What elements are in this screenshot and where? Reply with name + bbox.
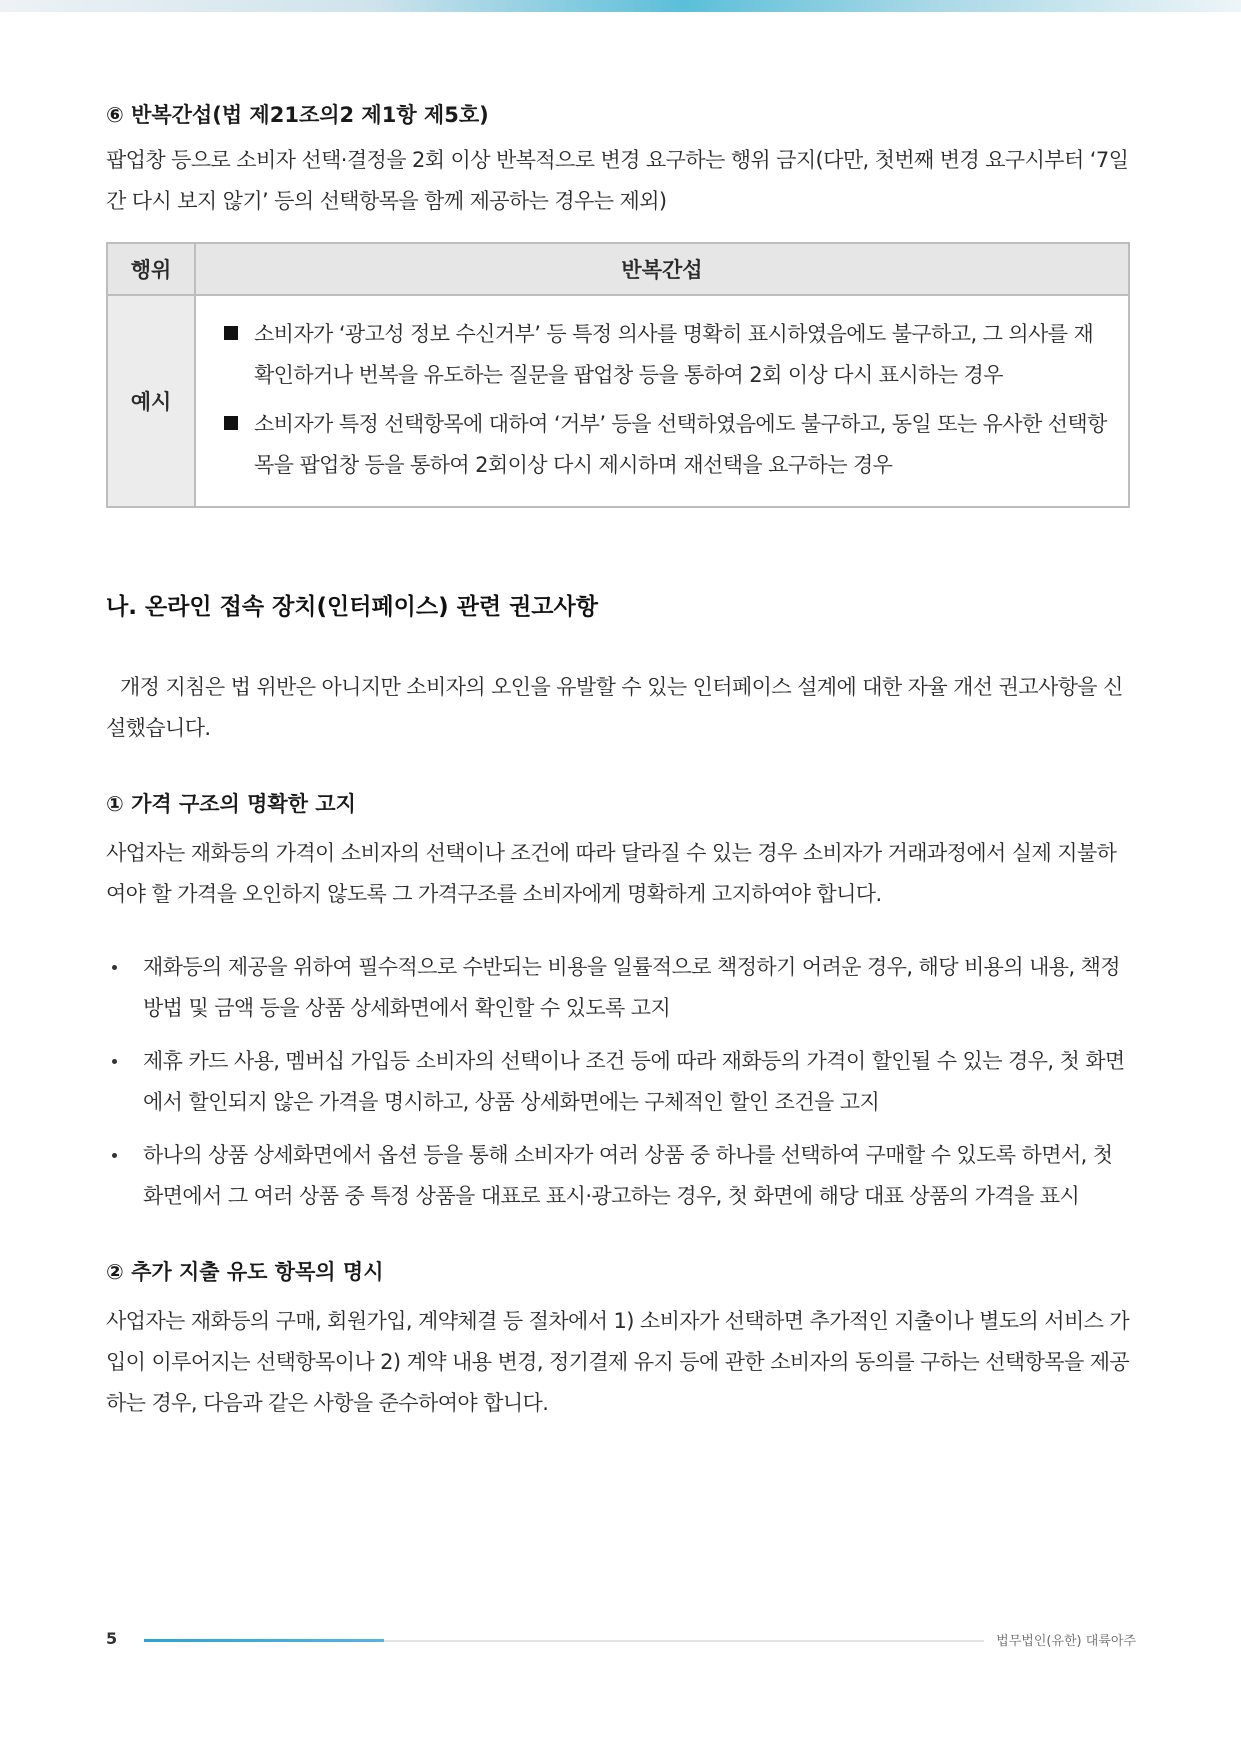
item2-body: 사업자는 재화등의 구매, 회원가입, 계약체결 등 절차에서 1) 소비자가 선택하면 추가적인 지출이나 별도의 서비스 가입이 이루어지는 선택항목이나 2) 계약 내용 변경, 정기결제 유지 등에 관한 소비자의 동의를 구하는 선택항목을 제공하는 경우, 다음과 같은 사항을 준수하여야 합니다.: [106, 1309, 1130, 1415]
table-header-row: [107, 243, 1129, 295]
section6-body: 팝업창 등으로 소비자 선택·결정을 2회 이상 반복적으로 변경 요구하는 행위 금지(다만, 첫번째 변경 요구시부터 ‘7일간 다시 보지 않기’ 등의 선택항목을 함께 제공하는 경우는 제외): [106, 148, 1129, 213]
list-item: [106, 1041, 1130, 1123]
example-cell: [195, 295, 1129, 507]
example-item: [218, 404, 1108, 486]
section6-heading: ⑥ 반복간섭(법 제21조의2 제1항 제5호): [106, 103, 489, 127]
col-header-action: 행위: [107, 243, 195, 295]
page-footer: [106, 1625, 1136, 1655]
list-item: [106, 1135, 1130, 1217]
list-item-text: 재화등의 제공을 위하여 필수적으로 수반되는 비용을 일률적으로 책정하기 어려운 경우, 해당 비용의 내용, 책정 방법 및 금액 등을 상품 상세화면에서 확인할 수 있도록 고지: [143, 955, 1120, 1020]
bullet-dot-icon: [112, 1059, 117, 1064]
section-na-heading: 나. 온라인 접속 장치(인터페이스) 관련 권고사항: [106, 594, 598, 620]
repeated-interference-table: [106, 242, 1130, 508]
item1-bullet-list: [106, 947, 1130, 1217]
col-header-type: 반복간섭: [195, 243, 1129, 295]
page-content: [106, 100, 1130, 1424]
top-accent-bar: [0, 0, 1241, 12]
square-bullet-icon: [224, 326, 238, 340]
row-label-example: 예시: [107, 295, 195, 507]
item1-body: 사업자는 재화등의 가격이 소비자의 선택이나 조건에 따라 달라질 수 있는 경우 소비자가 거래과정에서 실제 지불하여야 할 가격을 오인하지 않도록 그 가격구조를 소비자에게 명확하게 고지하여야 합니다.: [106, 841, 1117, 906]
list-item-text: 하나의 상품 상세화면에서 옵션 등을 통해 소비자가 여러 상품 중 하나를 선택하여 구매할 수 있도록 하면서, 첫 화면에서 그 여러 상품 중 특정 상품을 대표로 표시·광고하는 경우, 첫 화면에 해당 대표 상품의 가격을 표시: [143, 1143, 1113, 1208]
table-row: [107, 295, 1129, 507]
example-item: [218, 314, 1108, 396]
list-item-text: 제휴 카드 사용, 멤버십 가입등 소비자의 선택이나 조건 등에 따라 재화등의 가격이 할인될 수 있는 경우, 첫 화면에서 할인되지 않은 가격을 명시하고, 상품 상세화면에는 구체적인 할인 조건을 고지: [143, 1049, 1125, 1114]
footer-rule-accent: [144, 1639, 384, 1642]
firm-name: 법무법인(유한) 대륙아주: [996, 1634, 1136, 1649]
section-na-intro: 개정 지침은 법 위반은 아니지만 소비자의 오인을 유발할 수 있는 인터페이스 설계에 대한 자율 개선 권고사항을 신설했습니다.: [106, 675, 1123, 740]
square-bullet-icon: [224, 416, 238, 430]
list-item: [106, 947, 1130, 1029]
example-item-text: 소비자가 특정 선택항목에 대하여 ‘거부’ 등을 선택하였음에도 불구하고, 동일 또는 유사한 선택항목을 팝업창 등을 통하여 2회이상 다시 제시하며 재선택을 요구하는 경우: [254, 412, 1107, 477]
item1-heading: ① 가격 구조의 명확한 고지: [106, 792, 356, 816]
bullet-dot-icon: [112, 1153, 117, 1158]
page-number: 5: [106, 1629, 118, 1648]
item2-heading: ② 추가 지출 유도 항목의 명시: [106, 1260, 384, 1284]
bullet-dot-icon: [112, 965, 117, 970]
example-item-text: 소비자가 ‘광고성 정보 수신거부’ 등 특정 의사를 명확히 표시하였음에도 불구하고, 그 의사를 재확인하거나 번복을 유도하는 질문을 팝업창 등을 통하여 2회 이상 다시 표시하는 경우: [254, 322, 1094, 387]
